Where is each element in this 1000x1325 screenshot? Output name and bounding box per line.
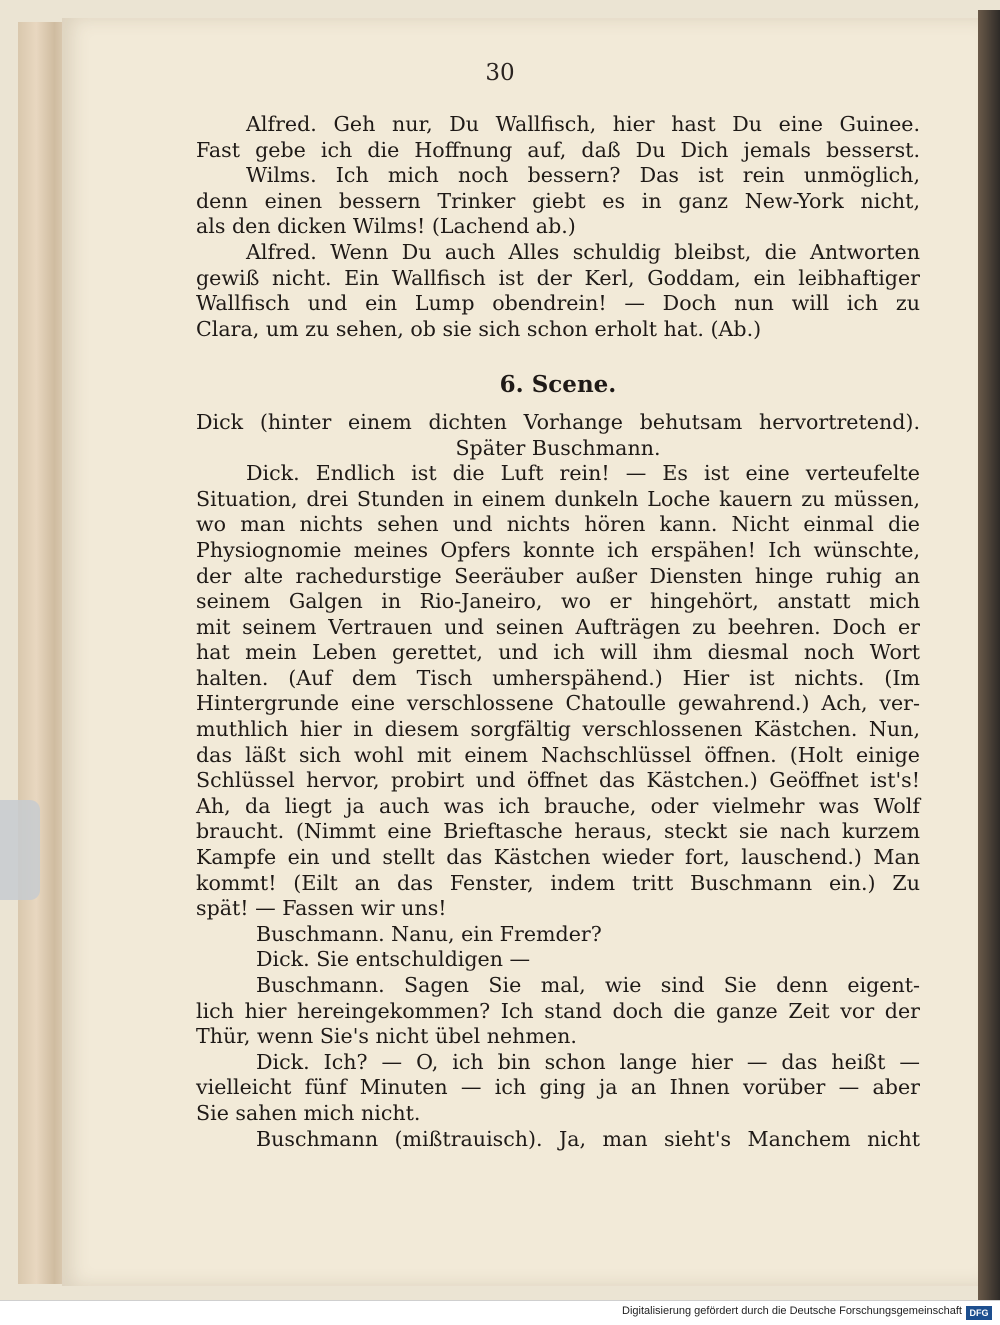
text-line: Dick. Ich? — O, ich bin schon lange hier — das heißt — [256,1049,920,1074]
text-line: Wallfisch und ein Lump obendrein! — Doch nun will ich zu [196,291,920,316]
text-line: hat mein Leben gerettet, und ich will ihm diesmal noch Wort [196,640,920,665]
text-line: vielleicht fünf Minuten — ich ging ja an Ihnen vorüber — aber [196,1075,920,1100]
text-line: mit seinem Vertrauen und seinen Aufträgen zu beehren. Doch er [196,614,920,639]
page-text [196,112,920,1152]
text-line: halten. (Auf dem Tisch umherspähend.) Hier ist nichts. (Im [196,665,920,690]
text-line: Hintergrunde eine verschlossene Chatoulle gewahrend.) Ach, ver- [196,691,920,716]
text-line: der alte rachedurstige Seeräuber außer Diensten hinge ruhig an [196,563,920,588]
text-line: Ah, da liegt ja auch was ich brauche, oder vielmehr was Wolf [196,793,920,818]
funding-notice: Digitalisierung gefördert durch die Deutsche Forschungsgemeinschaft [622,1305,962,1317]
text-line: muthlich hier in diesem sorgfältig verschlossenen Kästchen. Nun, [196,717,920,742]
scene-heading: 6. Scene. [499,371,617,399]
text-line: Sie sahen mich nicht. [196,1100,421,1125]
text-line: Dick. Endlich ist die Luft rein! — Es ist eine verteufelte [246,461,920,486]
text-line: seinem Galgen in Rio-Janeiro, wo er hingehört, anstatt mich [196,589,920,614]
text-line: Kampfe ein und stellt das Kästchen wieder fort, lauschend.) Man [196,845,920,870]
text-line: Alfred. Wenn Du auch Alles schuldig bleibst, die Antworten [246,239,920,264]
text-line: Clara, um zu sehen, ob sie sich schon erholt hat. (Ab.) [196,316,762,341]
text-line: Thür, wenn Sie's nicht übel nehmen. [196,1024,577,1049]
text-line: Situation, drei Stunden in einem dunkeln Loche kauern zu müssen, [196,486,920,511]
text-line: braucht. (Nimmt eine Brieftasche heraus, steckt sie nach kurzem [196,819,920,844]
text-line: Buschmann. Sagen Sie mal, wie sind Sie denn eigent- [256,973,920,997]
scanner-clip [0,800,40,900]
footer-bar [0,1300,1000,1325]
text-line: als den dicken Wilms! (Lachend ab.) [196,214,576,239]
text-line: Buschmann. Nanu, ein Fremder? [256,921,602,946]
text-line: das läßt sich wohl mit einem Nachschlüssel öffnen. (Holt einige [196,742,920,767]
text-line: Dick. Sie entschuldigen — [256,947,531,972]
text-line: kommt! (Eilt an das Fenster, indem tritt Buschmann ein.) Zu [196,870,920,895]
book-binding-edge [978,10,1000,1300]
text-line: Alfred. Geh nur, Du Wallfisch, hier hast Du eine Guinee. [246,112,920,136]
text-line: Wilms. Ich mich noch bessern? Das ist rein unmöglich, [246,163,920,188]
text-line: Dick (hinter einem dichten Vorhange behutsam hervortretend). [196,409,920,434]
text-line: wo man nichts sehen und nichts hören kann. Nicht einmal die [196,512,920,537]
text-line: Buschmann (mißtrauisch). Ja, man sieht's Manchem nicht [256,1126,920,1151]
text-line: Physiognomie meines Opfers konnte ich erspähen! Ich wünschte, [196,537,920,562]
text-line: Schlüssel hervor, probirt und öffnet das Kästchen.) Geöffnet ist's! [196,768,920,793]
text-line: lich hier hereingekommen? Ich stand doch die ganze Zeit vor der [196,998,920,1023]
text-line: Später Buschmann. [455,435,661,460]
text-line: spät! — Fassen wir uns! [196,896,447,921]
text-line: gewiß nicht. Ein Wallfisch ist der Kerl, Goddam, ein leibhaftiger [196,265,920,290]
text-line: Fast gebe ich die Hoffnung auf, daß Du Dich jemals besserst. [196,137,920,162]
page-number: 30 [485,60,515,86]
dfg-logo: DFG [966,1306,992,1320]
text-line: denn einen bessern Trinker giebt es in ganz New-York nicht, [196,188,920,213]
